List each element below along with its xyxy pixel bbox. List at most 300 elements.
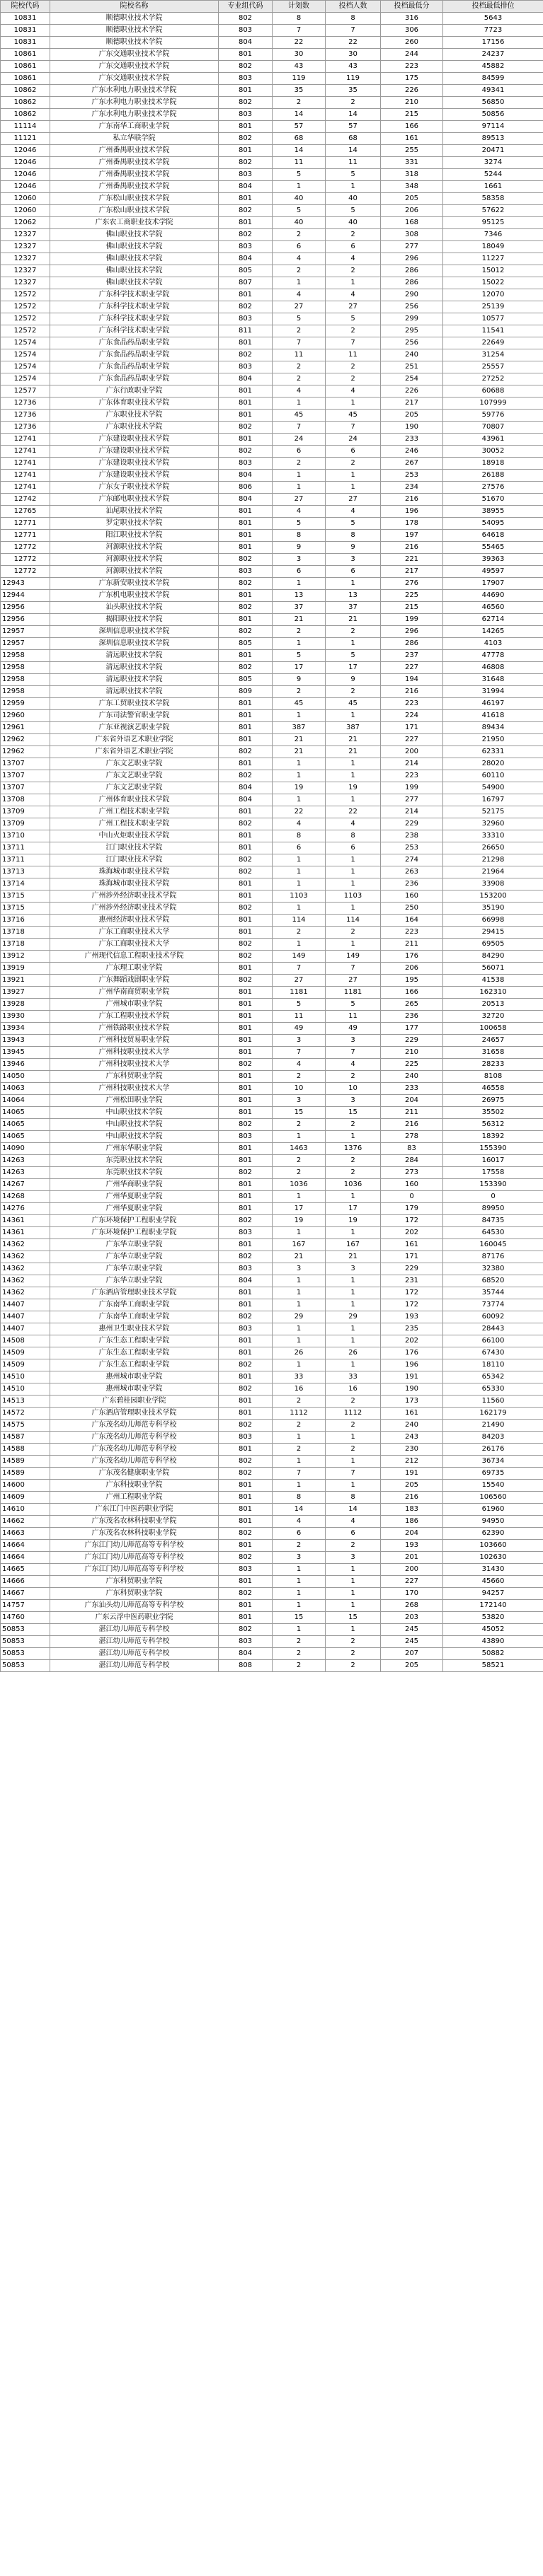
group-code-cell: 803 [219, 458, 273, 470]
table-row [1, 1660, 543, 1672]
group-code-cell: 801 [219, 650, 273, 662]
admitted-count-cell: 6 [326, 566, 381, 578]
min-rank-cell: 51670 [443, 494, 543, 506]
school-name-cell: 惠州经济职业技术学院 [50, 915, 219, 927]
table-row [1, 1119, 543, 1131]
min-rank-cell: 31254 [443, 349, 543, 361]
school-name-cell: 广东江门幼儿师范高等专科学校 [50, 1564, 219, 1576]
table-row [1, 951, 543, 963]
admitted-count-cell: 29 [326, 1311, 381, 1323]
min-rank-cell: 16797 [443, 794, 543, 806]
school-code-cell: 12771 [1, 530, 50, 542]
school-code-cell: 12574 [1, 349, 50, 361]
table-row [1, 1540, 543, 1552]
admitted-count-cell: 4 [326, 818, 381, 830]
min-rank-cell: 50882 [443, 1648, 543, 1660]
table-row [1, 1167, 543, 1179]
min-score-cell: 278 [381, 1131, 443, 1143]
plan-count-cell: 4 [273, 385, 326, 398]
table-row [1, 530, 543, 542]
min-score-cell: 240 [381, 349, 443, 361]
min-rank-cell: 153390 [443, 1179, 543, 1191]
min-score-cell: 229 [381, 1263, 443, 1275]
group-code-cell: 801 [219, 1600, 273, 1612]
min-score-cell: 215 [381, 602, 443, 614]
min-score-cell: 83 [381, 1143, 443, 1155]
min-rank-cell: 17907 [443, 578, 543, 590]
min-score-cell: 210 [381, 1047, 443, 1059]
admitted-count-cell: 30 [326, 49, 381, 61]
min-score-cell: 231 [381, 1275, 443, 1287]
admitted-count-cell: 13 [326, 590, 381, 602]
group-code-cell: 801 [219, 1335, 273, 1347]
school-name-cell: 广州铁路职业技术学院 [50, 1023, 219, 1035]
min-rank-cell: 155390 [443, 1143, 543, 1155]
admitted-count-cell: 1112 [326, 1408, 381, 1420]
plan-count-cell: 2 [273, 626, 326, 638]
school-code-cell: 14407 [1, 1323, 50, 1335]
school-code-cell: 50853 [1, 1636, 50, 1648]
min-score-cell: 299 [381, 313, 443, 325]
admitted-count-cell: 149 [326, 951, 381, 963]
min-rank-cell: 7723 [443, 25, 543, 37]
school-code-cell: 12960 [1, 710, 50, 722]
group-code-cell: 802 [219, 1468, 273, 1480]
school-name-cell: 广州工程技术职业学院 [50, 806, 219, 818]
table-row [1, 734, 543, 746]
admitted-count-cell: 22 [326, 37, 381, 49]
table-row [1, 506, 543, 518]
school-code-cell: 12956 [1, 614, 50, 626]
school-name-cell: 清远职业技术学院 [50, 686, 219, 698]
school-code-cell: 14362 [1, 1239, 50, 1251]
min-score-cell: 226 [381, 85, 443, 97]
min-score-cell: 160 [381, 890, 443, 903]
plan-count-cell: 9 [273, 674, 326, 686]
admitted-count-cell: 387 [326, 722, 381, 734]
school-name-cell: 湛江幼儿师范专科学校 [50, 1636, 219, 1648]
min-score-cell: 212 [381, 1456, 443, 1468]
group-code-cell: 811 [219, 325, 273, 337]
school-name-cell: 惠州城市职业学院 [50, 1383, 219, 1396]
admitted-count-cell: 3 [326, 1263, 381, 1275]
min-rank-cell: 30052 [443, 446, 543, 458]
admitted-count-cell: 3 [326, 1552, 381, 1564]
group-code-cell: 802 [219, 205, 273, 217]
school-name-cell: 广东茂名健康职业学院 [50, 1468, 219, 1480]
table-row [1, 903, 543, 915]
school-code-cell: 10831 [1, 37, 50, 49]
school-name-cell: 广东水利电力职业技术学院 [50, 97, 219, 109]
school-code-cell: 12577 [1, 385, 50, 398]
school-name-cell: 广东云浮中医药职业学院 [50, 1612, 219, 1624]
group-code-cell: 801 [219, 1480, 273, 1492]
group-code-cell: 802 [219, 301, 273, 313]
school-code-cell: 13716 [1, 915, 50, 927]
school-name-cell: 私立华联学院 [50, 133, 219, 145]
min-score-cell: 217 [381, 398, 443, 410]
table-row [1, 1131, 543, 1143]
school-code-cell: 12961 [1, 722, 50, 734]
plan-count-cell: 1 [273, 866, 326, 878]
table-row [1, 1456, 543, 1468]
min-rank-cell: 35502 [443, 1107, 543, 1119]
min-rank-cell: 54900 [443, 782, 543, 794]
min-rank-cell: 27576 [443, 482, 543, 494]
min-rank-cell: 0 [443, 1191, 543, 1203]
admitted-count-cell: 8 [326, 1492, 381, 1504]
school-name-cell: 广东华立职业学院 [50, 1275, 219, 1287]
min-score-cell: 286 [381, 265, 443, 277]
min-score-cell: 227 [381, 1576, 443, 1588]
school-name-cell: 广州科技职业技术大学 [50, 1059, 219, 1071]
table-row [1, 97, 543, 109]
plan-count-cell: 5 [273, 205, 326, 217]
school-name-cell: 广东食品药品职业学院 [50, 373, 219, 385]
plan-count-cell: 1 [273, 470, 326, 482]
plan-count-cell: 16 [273, 1383, 326, 1396]
school-code-cell: 14090 [1, 1143, 50, 1155]
plan-count-cell: 11 [273, 349, 326, 361]
school-code-cell: 13709 [1, 818, 50, 830]
admitted-count-cell: 2 [326, 1660, 381, 1672]
table-row [1, 939, 543, 951]
group-code-cell: 801 [219, 1143, 273, 1155]
school-name-cell: 清远职业技术学院 [50, 650, 219, 662]
school-name-cell: 江门职业技术学院 [50, 842, 219, 854]
group-code-cell: 807 [219, 277, 273, 289]
plan-count-cell: 1 [273, 1564, 326, 1576]
table-row [1, 25, 543, 37]
school-name-cell: 广东茂名幼儿师范专科学校 [50, 1432, 219, 1444]
school-name-cell: 河源职业技术学院 [50, 542, 219, 554]
table-row [1, 337, 543, 349]
min-score-cell: 211 [381, 1107, 443, 1119]
group-code-cell: 802 [219, 349, 273, 361]
admitted-count-cell: 11 [326, 1011, 381, 1023]
plan-count-cell: 1 [273, 1131, 326, 1143]
school-name-cell: 汕尾职业技术学院 [50, 506, 219, 518]
school-code-cell: 13945 [1, 1047, 50, 1059]
min-score-cell: 245 [381, 1636, 443, 1648]
header-group-code: 专业组代码 [219, 1, 273, 13]
group-code-cell: 801 [219, 1239, 273, 1251]
group-code-cell: 801 [219, 806, 273, 818]
school-code-cell: 14064 [1, 1095, 50, 1107]
table-row [1, 1023, 543, 1035]
table-row [1, 1215, 543, 1227]
min-rank-cell: 3274 [443, 157, 543, 169]
min-rank-cell: 18049 [443, 241, 543, 253]
table-row [1, 1299, 543, 1311]
table-row [1, 1203, 543, 1215]
school-name-cell: 广州科技职业技术大学 [50, 1047, 219, 1059]
min-score-cell: 267 [381, 458, 443, 470]
table-row [1, 1480, 543, 1492]
table-row [1, 1011, 543, 1023]
min-score-cell: 211 [381, 939, 443, 951]
plan-count-cell: 21 [273, 1251, 326, 1263]
plan-count-cell: 1 [273, 1600, 326, 1612]
table-row [1, 674, 543, 686]
admitted-count-cell: 5 [326, 518, 381, 530]
school-name-cell: 广东茂名幼儿师范专科学校 [50, 1420, 219, 1432]
group-code-cell: 801 [219, 758, 273, 770]
min-score-cell: 233 [381, 434, 443, 446]
table-row [1, 698, 543, 710]
school-code-cell: 12574 [1, 337, 50, 349]
min-score-cell: 205 [381, 1480, 443, 1492]
min-rank-cell: 61960 [443, 1504, 543, 1516]
plan-count-cell: 14 [273, 109, 326, 121]
min-rank-cell: 21298 [443, 854, 543, 866]
group-code-cell: 804 [219, 794, 273, 806]
school-code-cell: 12741 [1, 446, 50, 458]
school-name-cell: 河源职业技术学院 [50, 554, 219, 566]
min-score-cell: 244 [381, 49, 443, 61]
table-row [1, 650, 543, 662]
plan-count-cell: 2 [273, 325, 326, 337]
min-score-cell: 216 [381, 686, 443, 698]
min-score-cell: 205 [381, 193, 443, 205]
min-rank-cell: 12070 [443, 289, 543, 301]
min-score-cell: 183 [381, 1504, 443, 1516]
group-code-cell: 805 [219, 638, 273, 650]
school-name-cell: 东莞职业技术学院 [50, 1155, 219, 1167]
school-name-cell: 广东南华工商职业学院 [50, 1311, 219, 1323]
admitted-count-cell: 6 [326, 1528, 381, 1540]
min-score-cell: 256 [381, 301, 443, 313]
admitted-count-cell: 2 [326, 1167, 381, 1179]
group-code-cell: 802 [219, 1311, 273, 1323]
school-code-cell: 13710 [1, 830, 50, 842]
min-score-cell: 190 [381, 422, 443, 434]
min-score-cell: 204 [381, 1528, 443, 1540]
school-code-cell: 14508 [1, 1335, 50, 1347]
plan-count-cell: 1 [273, 1624, 326, 1636]
school-name-cell: 广州番禺职业技术学院 [50, 169, 219, 181]
plan-count-cell: 1 [273, 1287, 326, 1299]
plan-count-cell: 119 [273, 73, 326, 85]
group-code-cell: 801 [219, 410, 273, 422]
school-code-cell: 12046 [1, 181, 50, 193]
school-code-cell: 12741 [1, 458, 50, 470]
min-rank-cell: 95125 [443, 217, 543, 229]
admitted-count-cell: 8 [326, 13, 381, 25]
group-code-cell: 802 [219, 1383, 273, 1396]
school-name-cell: 中山职业技术学院 [50, 1131, 219, 1143]
table-row [1, 999, 543, 1011]
table-row [1, 205, 543, 217]
table-row [1, 109, 543, 121]
admitted-count-cell: 7 [326, 337, 381, 349]
plan-count-cell: 2 [273, 927, 326, 939]
group-code-cell: 801 [219, 1444, 273, 1456]
plan-count-cell: 3 [273, 554, 326, 566]
group-code-cell: 802 [219, 770, 273, 782]
plan-count-cell: 17 [273, 662, 326, 674]
school-code-cell: 14050 [1, 1071, 50, 1083]
group-code-cell: 801 [219, 1299, 273, 1311]
school-name-cell: 广东水利电力职业技术学院 [50, 109, 219, 121]
table-row [1, 1275, 543, 1287]
min-rank-cell: 64530 [443, 1227, 543, 1239]
table-row [1, 758, 543, 770]
school-code-cell: 13711 [1, 854, 50, 866]
school-name-cell: 惠州卫生职业技术学院 [50, 1323, 219, 1335]
admitted-count-cell: 1 [326, 1299, 381, 1311]
plan-count-cell: 1 [273, 758, 326, 770]
plan-count-cell: 2 [273, 1396, 326, 1408]
school-name-cell: 广东松山职业技术学院 [50, 193, 219, 205]
admitted-count-cell: 1 [326, 1432, 381, 1444]
table-row [1, 1347, 543, 1359]
plan-count-cell: 2 [273, 361, 326, 373]
admitted-count-cell: 1103 [326, 890, 381, 903]
min-rank-cell: 47778 [443, 650, 543, 662]
min-score-cell: 318 [381, 169, 443, 181]
header-row [1, 1, 543, 13]
min-rank-cell: 60092 [443, 1311, 543, 1323]
min-score-cell: 240 [381, 1420, 443, 1432]
school-name-cell: 广东科学技术职业学院 [50, 313, 219, 325]
plan-count-cell: 1 [273, 277, 326, 289]
school-name-cell: 珠海城市职业技术学院 [50, 866, 219, 878]
min-score-cell: 0 [381, 1191, 443, 1203]
group-code-cell: 801 [219, 1035, 273, 1047]
group-code-cell: 802 [219, 578, 273, 590]
table-row [1, 686, 543, 698]
plan-count-cell: 5 [273, 313, 326, 325]
plan-count-cell: 149 [273, 951, 326, 963]
school-name-cell: 广州番禺职业技术学院 [50, 181, 219, 193]
school-code-cell: 14572 [1, 1408, 50, 1420]
table-row [1, 1504, 543, 1516]
table-row [1, 169, 543, 181]
school-code-cell: 11121 [1, 133, 50, 145]
min-score-cell: 226 [381, 385, 443, 398]
group-code-cell: 802 [219, 1528, 273, 1540]
table-row [1, 1624, 543, 1636]
min-rank-cell: 49341 [443, 85, 543, 97]
school-name-cell: 广东生态工程职业学院 [50, 1335, 219, 1347]
min-rank-cell: 94950 [443, 1516, 543, 1528]
group-code-cell: 802 [219, 133, 273, 145]
table-row [1, 614, 543, 626]
min-rank-cell: 43961 [443, 434, 543, 446]
plan-count-cell: 1 [273, 794, 326, 806]
admitted-count-cell: 14 [326, 109, 381, 121]
school-code-cell: 13930 [1, 1011, 50, 1023]
min-score-cell: 203 [381, 1612, 443, 1624]
plan-count-cell: 2 [273, 1636, 326, 1648]
plan-count-cell: 49 [273, 1023, 326, 1035]
admitted-count-cell: 2 [326, 265, 381, 277]
admitted-count-cell: 1 [326, 398, 381, 410]
school-name-cell: 广州工程技术职业学院 [50, 818, 219, 830]
min-score-cell: 223 [381, 698, 443, 710]
school-name-cell: 广东工商职业技术大学 [50, 939, 219, 951]
table-row [1, 277, 543, 289]
table-row [1, 830, 543, 842]
admitted-count-cell: 15 [326, 1612, 381, 1624]
school-code-cell: 12062 [1, 217, 50, 229]
plan-count-cell: 40 [273, 217, 326, 229]
admitted-count-cell: 22 [326, 806, 381, 818]
school-name-cell: 佛山职业技术学院 [50, 229, 219, 241]
table-row [1, 61, 543, 73]
group-code-cell: 801 [219, 1576, 273, 1588]
school-code-cell: 12958 [1, 674, 50, 686]
group-code-cell: 803 [219, 1227, 273, 1239]
min-score-cell: 202 [381, 1227, 443, 1239]
school-code-cell: 10861 [1, 73, 50, 85]
admitted-count-cell: 1 [326, 710, 381, 722]
plan-count-cell: 13 [273, 590, 326, 602]
school-name-cell: 广州华夏职业学院 [50, 1203, 219, 1215]
min-rank-cell: 52175 [443, 806, 543, 818]
school-code-cell: 14268 [1, 1191, 50, 1203]
group-code-cell: 802 [219, 1119, 273, 1131]
table-row [1, 398, 543, 410]
school-code-cell: 13714 [1, 878, 50, 890]
school-name-cell: 广东交通职业技术学院 [50, 49, 219, 61]
school-code-cell: 13927 [1, 987, 50, 999]
min-rank-cell: 84290 [443, 951, 543, 963]
school-code-cell: 14760 [1, 1612, 50, 1624]
school-name-cell: 湛江幼儿师范专科学校 [50, 1660, 219, 1672]
plan-count-cell: 27 [273, 301, 326, 313]
group-code-cell: 801 [219, 121, 273, 133]
school-code-cell: 14666 [1, 1576, 50, 1588]
table-row [1, 1492, 543, 1504]
plan-count-cell: 1 [273, 181, 326, 193]
school-name-cell: 广州城市职业学院 [50, 999, 219, 1011]
plan-count-cell: 1 [273, 1275, 326, 1287]
min-score-cell: 173 [381, 1396, 443, 1408]
plan-count-cell: 5 [273, 650, 326, 662]
plan-count-cell: 1 [273, 1588, 326, 1600]
school-code-cell: 14662 [1, 1516, 50, 1528]
table-row [1, 1035, 543, 1047]
min-score-cell: 191 [381, 1468, 443, 1480]
table-row [1, 638, 543, 650]
table-row [1, 1564, 543, 1576]
table-row [1, 1263, 543, 1275]
admitted-count-cell: 27 [326, 301, 381, 313]
min-rank-cell: 50856 [443, 109, 543, 121]
school-name-cell: 广东建设职业技术学院 [50, 446, 219, 458]
min-rank-cell: 97114 [443, 121, 543, 133]
min-rank-cell: 94257 [443, 1588, 543, 1600]
group-code-cell: 802 [219, 13, 273, 25]
min-rank-cell: 17558 [443, 1167, 543, 1179]
school-code-cell: 14509 [1, 1359, 50, 1371]
plan-count-cell: 22 [273, 37, 326, 49]
school-name-cell: 广东司法警官职业学院 [50, 710, 219, 722]
school-name-cell: 广州松田职业学院 [50, 1095, 219, 1107]
group-code-cell: 803 [219, 1131, 273, 1143]
plan-count-cell: 2 [273, 1119, 326, 1131]
group-code-cell: 802 [219, 939, 273, 951]
min-score-cell: 196 [381, 506, 443, 518]
plan-count-cell: 3 [273, 1035, 326, 1047]
plan-count-cell: 1181 [273, 987, 326, 999]
min-rank-cell: 18392 [443, 1131, 543, 1143]
plan-count-cell: 2 [273, 1444, 326, 1456]
plan-count-cell: 1 [273, 1480, 326, 1492]
min-rank-cell: 20513 [443, 999, 543, 1011]
